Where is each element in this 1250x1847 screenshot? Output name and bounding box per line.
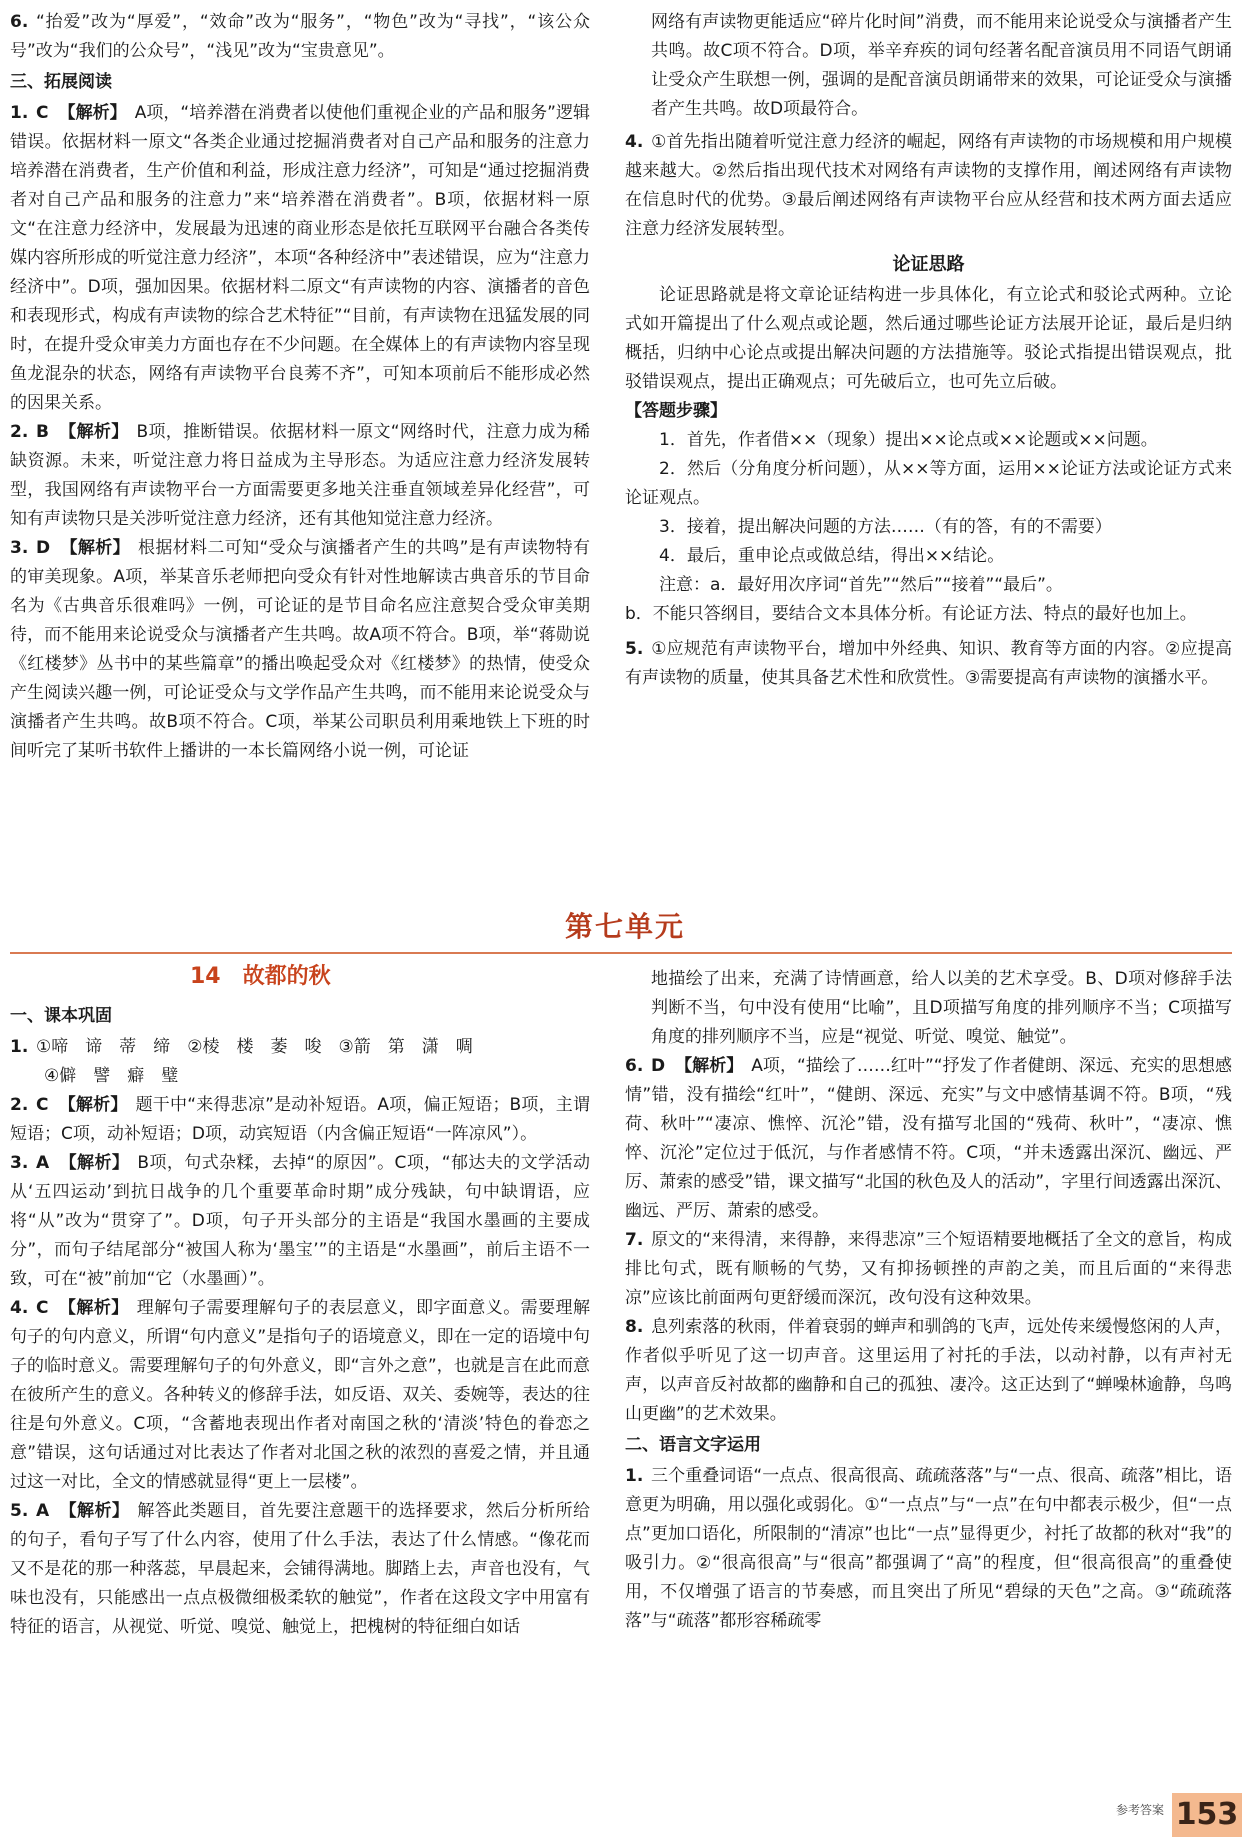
tip-box [625,250,1232,629]
step-3: 3．接着，提出解决问题的方法……（有的答，有的不需要） [659,517,1112,537]
analysis-tag: 【解析】 [58,103,127,123]
analysis-tag: 【解析】 [58,1298,129,1318]
lesson-name: 故都的秋 [242,964,331,989]
answer-number: 4. [10,1298,29,1318]
step-4: 4．最后，重申论点或做总结，得出××结论。 [659,546,1005,566]
answer-8 [625,1313,1232,1429]
answer-1-line-2: ④僻 譬 癖 璧 [44,1066,179,1086]
answer-choice: C [36,1298,49,1318]
answer-number: 8. [625,1317,644,1337]
footer-label: 参考答案 [1115,1803,1164,1817]
unit-divider [10,952,1232,954]
answer-text: 息列索落的秋雨，伴着衰弱的蝉声和驯鸽的飞声，远处传来缓慢悠闲的人声，作者似乎听见了这一切声音。这里运用了衬托的手法，以动衬静，以有声衬无声，以声音反衬故都的幽静和自己的孤独、凄冷。这正达到了“蝉噪林逾静，鸟鸣山更幽”的艺术效果。 [625,1317,1232,1424]
answer-choice: C [36,1095,49,1115]
answer-number: 2. [10,422,29,442]
answer-number: 3. [10,1153,29,1173]
analysis-tag: 【解析】 [59,1153,130,1173]
answer-2 [10,1091,590,1149]
answer-text: 原文的“来得清，来得静，来得悲凉”三个短语精要地概括了全文的意旨，构成排比句式，既有顺畅的气势，又有抑扬顿挫的声韵之美，而且后面的“来得悲凉”应该比前面两句更舒缓而深沉，改句没有这种效果。 [625,1230,1232,1308]
answer-5 [10,1497,590,1642]
answer-choice: B [36,422,49,442]
answer-number: 1. [10,1037,29,1057]
answer-number: 5. [10,1501,29,1521]
answer-choice: D [36,538,51,558]
lower-right-column [625,965,1232,1636]
analysis-tag: 【解析】 [58,422,129,442]
analysis-tag: 【解析】 [59,1501,130,1521]
note-a: 注意：a．最好用次序词“首先”“然后”“接着”“最后”。 [659,575,1063,595]
lesson-number: 14 [190,964,221,989]
answer-choice: D [651,1056,666,1076]
answer-text: ①首先指出随着听觉注意力经济的崛起，网络有声读物的市场规模和用户规模越来越大。②然后指出现代技术对网络有声读物的支撑作用，阐述网络有声读物在信息时代的优势。③最后阐述网络有声读物平台应从经营和技术两方面去适应注意力经济发展转型。 [625,132,1232,239]
steps-heading: 【答题步骤】 [625,401,727,421]
answer-text: 理解句子需要理解句子的表层意义，即字面意义。需要理解句子的句内意义，所谓“句内意义”是指句子的语境意义，即在一定的语境中句子的临时意义。需要理解句子的句外意义，即“言外之意”，也就是言在此而意在彼所产生的意义。各种转义的修辞手法，如反语、双关、委婉等，表达的往往是句外意义。C项，“含蓄地表现出作者对南国之秋的‘清淡’特色的眷恋之意”错误，这句话通过对比表达了作者对北国之秋的浓烈的喜爱之情，并且通过这一对比，全文的情感就显得“更上一层楼”。 [10,1298,591,1492]
answer-text: 题干中“来得悲凉”是动补短语。A项，偏正短语；B项，主谓短语；C项，动补短语；D项，动宾短语（内含偏正短语“一阵凉风”）。 [10,1095,591,1144]
answer-number: 1. [625,1466,644,1486]
upper-right-column [625,8,1232,693]
lesson-title [190,962,331,991]
answer-5 [625,635,1232,693]
note-b: b．不能只答纲目，要结合文本具体分析。有论证方法、特点的最好也加上。 [625,604,1197,624]
answer-number: 1. [10,103,29,123]
unit-title: 第七单元 [564,910,685,943]
answer-text: B项，句式杂糅，去掉“的原因”。C项，“郁达夫的文学活动从‘五四运动’到抗日战争的几个重要革命时期”成分残缺，句中缺谓语，应将“从”改为“贯穿了”。D项，句子开头部分的主语是“我国水墨画的主要成分”，而句子结尾部分“被国人称为‘墨宝’”的主语是“水墨画”，前后主语不一致，可在“被”前加“它（水墨画）”。 [10,1153,591,1289]
section-heading: 二、语言文字运用 [625,1435,761,1455]
answer-2 [10,418,590,534]
answer-number: 3. [10,538,29,558]
analysis-tag: 【解析】 [675,1056,744,1076]
answer-3-continued: 网络有声读物更能适应“碎片化时间”消费，而不能用来论说受众与演播者产生共鸣。故C项不符合。D项，举辛弃疾的词句经著名配音演员用不同语气朗诵让受众产生联想一例，强调的是配音演员朗诵带来的效果，可论证受众与演播者产生共鸣。故D项最符合。 [651,12,1232,119]
analysis-tag: 【解析】 [60,538,130,558]
answer-text: A项，“描绘了……红叶”“抒发了作者健朗、深远、充实的思想感情”错，没有描绘“红叶”，“健朗、深远、充实”与文中感情基调不符。B项，“残荷、秋叶”“凄凉、憔悴、沉沦”错，没有描写北国的“残荷、秋叶”，“凄凉、憔悴、沉沦”定位过于低沉，与作者感情不符。C项，“并未透露出深沉、幽远、严厉、萧索的感受”错，课文描写“北国的秋色及人的活动”，字里行间透露出深沉、幽远、严厉、萧索的感受。 [625,1056,1233,1221]
tip-box-intro: 论证思路就是将文章论证结构进一步具体化，有立论式和驳论式两种。立论式如开篇提出了什么观点或论题，然后通过哪些论证方法展开论证，最后是归纳概括，归纳中心论点或提出解决问题的方法措施等。驳论式指提出错误观点，批驳错误观点，提出正确观点；可先破后立，也可先立后破。 [625,285,1232,392]
answer-4 [10,1294,590,1497]
answer-3 [10,534,590,766]
answer-number: 7. [625,1230,644,1250]
answer-number: 2. [10,1095,29,1115]
page-number: 153 [1172,1793,1242,1837]
section-heading: 三、拓展阅读 [10,72,112,92]
answer-choice: A [36,1501,50,1521]
answer-1 [10,1033,590,1062]
step-2: 2．然后（分角度分析问题），从××等方面，运用××论证方法或论证方式来论证观点。 [625,459,1232,508]
answer-text: 解答此类题目，首先要注意题干的选择要求，然后分析所给的句子，看句子写了什么内容，使用了什么手法，表达了什么情感。“像花而又不是花的那一种落蕊，早晨起来，会铺得满地。脚踏上去，声音也没有，气味也没有，只能感出一点点极微细极柔软的触觉”，作者在这段文字中用富有特征的语言，从视觉、听觉、嗅觉、触觉上，把槐树的特征细白如话 [10,1501,591,1637]
step-1: 1．首先，作者借××（现象）提出××论点或××论题或××问题。 [659,430,1158,450]
answer-1 [10,99,590,418]
analysis-tag: 【解析】 [58,1095,128,1115]
answer-number: 6. [10,12,29,32]
answer-7 [625,1226,1232,1313]
answer-text: “抬爱”改为“厚爱”，“效命”改为“服务”，“物色”改为“寻找”，“该公众号”改为“我们的公众号”，“浅见”改为“宝贵意见”。 [10,12,590,61]
tip-box-title: 论证思路 [892,254,965,275]
section-heading: 一、课本巩固 [10,1006,112,1026]
answer-6 [625,1052,1232,1226]
answer-choice: A [36,1153,50,1173]
answer-6 [10,8,590,66]
answer-4 [625,128,1232,244]
answer-text: ①啼 谛 蒂 缔 ②棱 楼 萎 唆 ③箭 第 潇 啁 [36,1037,473,1057]
answer-text: 根据材料二可知“受众与演播者产生的共鸣”是有声读物特有的审美现象。A项，举某音乐老师把向受众有针对性地解读古典音乐的节目命名为《古典音乐很难吗》一例，可论证的是节目命名应注意契合受众审美期待，而不能用来论说受众与演播者产生共鸣。故A项不符合。B项，举“蒋勋说《红楼梦》丛书中的某些篇章”的播出唤起受众对《红楼梦》的热情，使受众产生阅读兴趣一例，可论证受众与文学作品产生共鸣，而不能用来论说受众与演播者产生共鸣。故B项不符合。C项，举某公司职员利用乘地铁上下班的时间听完了某听书软件上播讲的一本长篇网络小说一例，可论证 [10,538,591,761]
answer-text: ①应规范有声读物平台，增加中外经典、知识、教育等方面的内容。②应提高有声读物的质量，使其具备艺术性和欣赏性。③需要提高有声读物的演播水平。 [625,639,1232,688]
answer-number: 6. [625,1056,644,1076]
lower-left-column [10,1000,590,1642]
upper-left-column [10,8,590,766]
answer-text: 三个重叠词语“一点点、很高很高、疏疏落落”与“一点、很高、疏落”相比，语意更为明确，用以强化或弱化。①“一点点”与“一点”在句中都表示极少，但“一点点”更加口语化，所限制的“清凉”也比“一点”显得更少，衬托了故都的秋对“我”的吸引力。②“很高很高”与“很高”都强调了“高”的程度，但“很高很高”的重叠使用，不仅增强了语言的节奏感，而且突出了所见“碧绿的天色”之高。③“疏疏落落”与“疏落”都形容稀疏零 [625,1466,1232,1631]
answer-5-continued: 地描绘了出来，充满了诗情画意，给人以美的艺术享受。B、D项对修辞手法判断不当，句中没有使用“比喻”，且D项描写角度的排列顺序不当；C项描写角度的排列顺序不当，应是“视觉、听觉、嗅觉、触觉”。 [651,969,1232,1047]
answer-text: B项，推断错误。依据材料一原文“网络时代，注意力成为稀缺资源。未来，听觉注意力将日益成为主导形态。为适应注意力经济发展转型，我国网络有声读物平台一方面需要更多地关注垂直领域差异化经营”，可知有声读物只是关涉听觉注意力经济，还有其他知觉注意力经济。 [10,422,591,529]
answer-text: A项，“培养潜在消费者以使他们重视企业的产品和服务”逻辑错误。依据材料一原文“各类企业通过挖掘消费者对自己产品和服务的注意力培养潜在消费者，生产价值和利益，形成注意力经济”，可知是“通过挖掘消费者对自己产品和服务的注意力”来“培养潜在消费者”。B项，依据材料一原文“在注意力经济中，发展最为迅速的商业形态是依托互联网平台融合各类传媒内容所形成的听觉注意力经济”，本项“各种经济中”表述错误，应为“注意力经济中”。D项，强加因果。依据材料二原文“有声读物的内容、演播者的音色和表现形式，构成有声读物的综合艺术特征”“目前，有声读物在迅猛发展的同时，在提升受众审美力方面也存在不少问题。在全媒体上的有声读物内容呈现鱼龙混杂的状态，网络有声读物平台良莠不齐”，可知本项前后不能形成必然的因果关系。 [10,103,590,413]
answer-1 [625,1462,1232,1636]
answer-choice: C [36,103,49,123]
answer-number: 5. [625,639,644,659]
answer-3 [10,1149,590,1294]
answer-number: 4. [625,132,644,152]
